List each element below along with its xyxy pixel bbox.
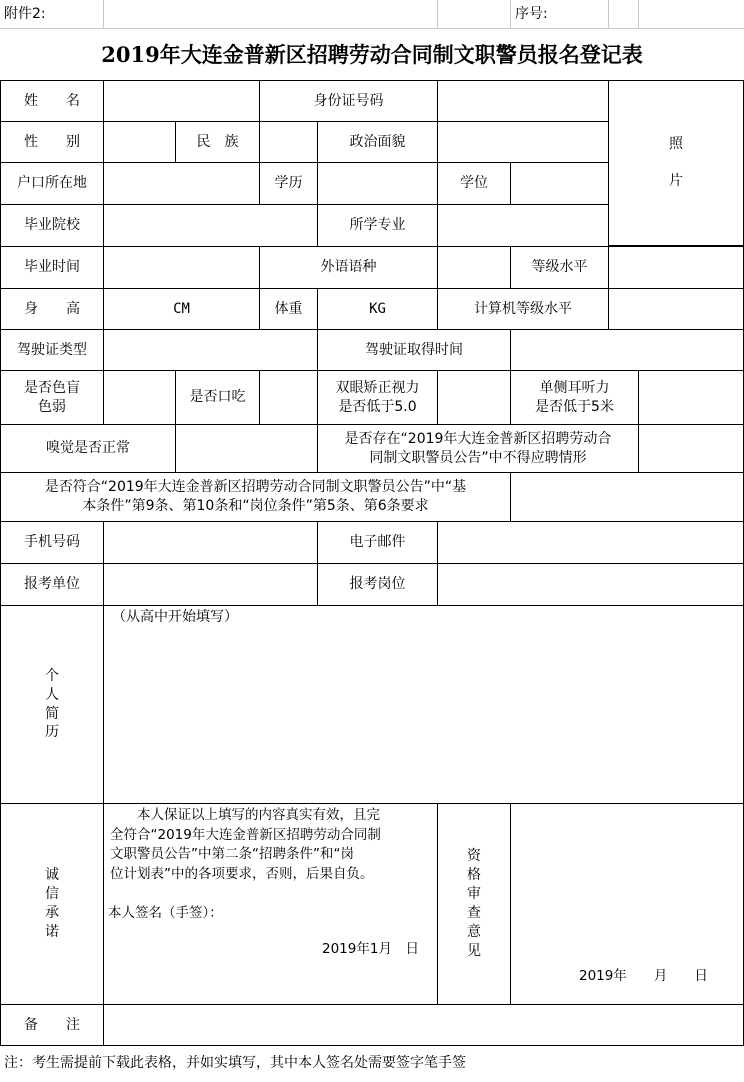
education-label: 学历 [259,162,318,205]
major-input[interactable] [437,204,609,247]
degree-label: 学位 [437,162,511,205]
pledge-box[interactable] [103,803,438,1005]
license-type-label: 驾驶证类型 [0,329,104,371]
review-box[interactable] [510,803,744,1005]
resume-label: 个 人 简 历 [0,605,104,804]
remarks-label: 备 注 [0,1004,104,1046]
disqualify-label: 是否存在“2019年大连金普新区招聘劳动合 同制文职警员公告”中不得应聘情形 [317,424,639,473]
attachment-label: 附件2: [4,5,46,22]
gender-label: 性 别 [0,121,104,163]
foreign-language-label: 外语语种 [259,246,438,289]
kg-unit: KG [369,300,386,317]
name-label: 姓 名 [0,80,104,122]
foreign-language-input[interactable] [437,246,511,289]
cm-unit: CM [173,300,190,317]
stutter-label: 是否口吃 [175,370,260,425]
photo-box[interactable]: 照 片 [608,80,744,246]
position-label: 报考岗位 [317,563,438,606]
license-time-input[interactable] [510,329,744,371]
school-label: 毕业院校 [0,204,104,247]
height-input[interactable] [103,288,260,330]
level-input[interactable] [608,246,744,289]
smell-input[interactable] [175,424,318,473]
hukou-label: 户口所在地 [0,162,104,205]
ethnicity-label: 民 族 [175,121,260,163]
footer-note: 注：考生需提前下载此表格，并如实填写，其中本人签名处需要签字笔手签 [4,1054,466,1071]
phone-input[interactable] [103,521,318,564]
ethnicity-input[interactable] [259,121,318,163]
color-blind-label: 是否色盲 色弱 [0,370,104,425]
level-label: 等级水平 [510,246,609,289]
serial-label: 序号: [515,5,548,22]
pledge-date: 2019年1月 日 [322,941,419,957]
computer-level-label: 计算机等级水平 [437,288,609,330]
education-input[interactable] [317,162,438,205]
political-status-label: 政治面貌 [317,121,438,163]
page-title: 2019年大连金普新区招聘劳动合同制文职警员报名登记表 [101,41,643,67]
hearing-label: 单侧耳听力 是否低于5米 [510,370,639,425]
vision-input[interactable] [437,370,511,425]
degree-input[interactable] [510,162,609,205]
id-number-label: 身份证号码 [259,80,438,122]
email-input[interactable] [437,521,744,564]
disqualify-input[interactable] [638,424,744,473]
remarks-input[interactable] [103,1004,744,1046]
review-date: 2019年 月 日 [579,968,708,984]
major-label: 所学专业 [317,204,438,247]
position-input[interactable] [437,563,744,606]
email-label: 电子邮件 [317,521,438,564]
unit-input[interactable] [103,563,318,606]
signature-label: 本人签名（手签）： [108,905,223,921]
school-input[interactable] [103,204,318,247]
color-blind-input[interactable] [103,370,176,425]
id-number-input[interactable] [437,80,609,122]
weight-label: 体重 [259,288,318,330]
license-time-label: 驾驶证取得时间 [317,329,511,371]
unit-label: 报考单位 [0,563,104,606]
weight-input[interactable] [317,288,438,330]
grad-time-input[interactable] [103,246,260,289]
political-status-input[interactable] [437,121,609,163]
conditions-label: 是否符合“2019年大连金普新区招聘劳动合同制文职警员公告”中“基 本条件”第9条、第10条和“岗位条件”第5条、第6条要求 [0,472,511,522]
conditions-input[interactable] [510,472,744,522]
license-type-input[interactable] [103,329,318,371]
review-label: 资 格 审 查 意 见 [437,803,511,1005]
name-input[interactable] [103,80,260,122]
computer-level-input[interactable] [608,288,744,330]
phone-label: 手机号码 [0,521,104,564]
height-label: 身 高 [0,288,104,330]
grad-time-label: 毕业时间 [0,246,104,289]
resume-hint: （从高中开始填写） [112,609,238,625]
stutter-input[interactable] [259,370,318,425]
hearing-input[interactable] [638,370,744,425]
pledge-text: 本人保证以上填写的内容真实有效，且完 全符合“2019年大连金普新区招聘劳动合同制 文职警员公告”中第二条“招聘条件”和“岗 位计划表”中的各项要求，否则，后果自负。 [110,807,381,882]
hukou-input[interactable] [103,162,260,205]
gender-input[interactable] [103,121,176,163]
smell-label: 嗅觉是否正常 [0,424,176,473]
vision-label: 双眼矫正视力 是否低于5.0 [317,370,438,425]
resume-input[interactable] [103,605,744,804]
pledge-label: 诚 信 承 诺 [0,803,104,1005]
